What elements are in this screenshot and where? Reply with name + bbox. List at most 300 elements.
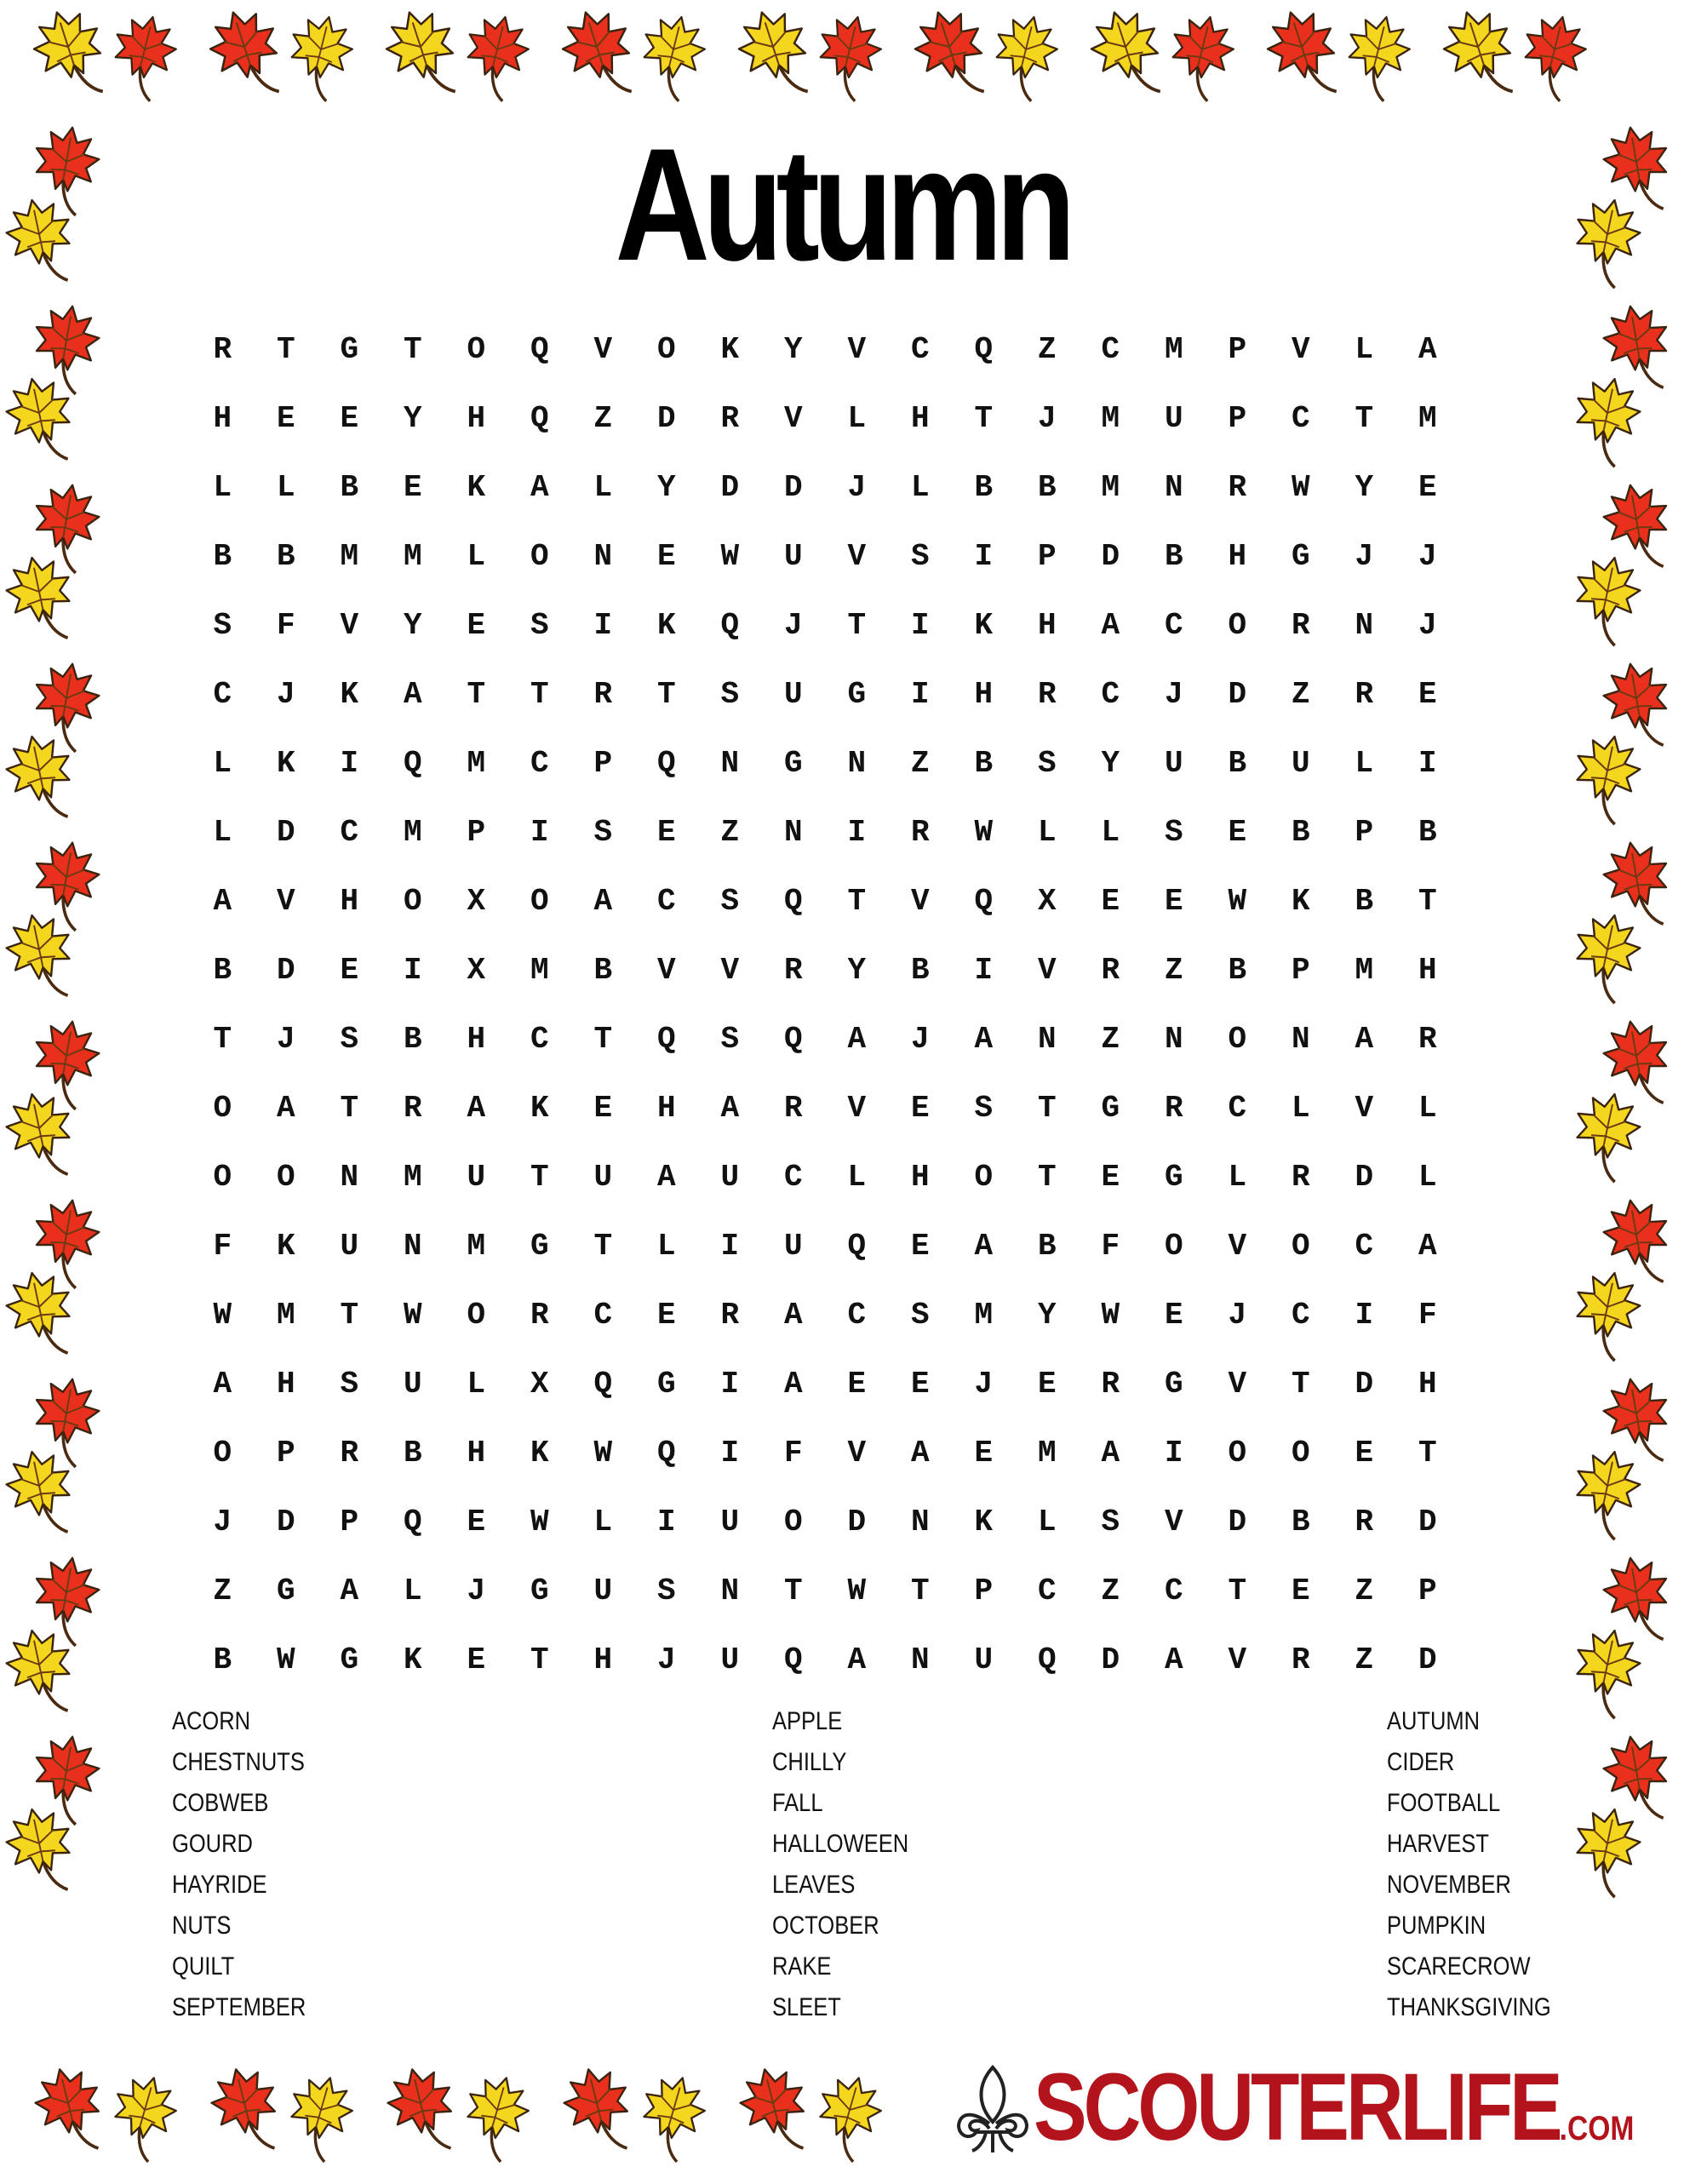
grid-letter[interactable]: B [974, 746, 994, 781]
grid-letter[interactable]: R [1037, 677, 1057, 712]
grid-letter[interactable]: U [720, 1642, 740, 1677]
grid-letter[interactable]: U [720, 1505, 740, 1539]
grid-letter[interactable]: R [1101, 1367, 1120, 1402]
grid-letter[interactable]: E [1355, 1436, 1374, 1470]
grid-letter[interactable]: H [213, 401, 232, 436]
grid-letter[interactable]: E [1037, 1367, 1057, 1402]
grid-letter[interactable]: H [1037, 608, 1057, 643]
grid-letter[interactable]: P [467, 815, 486, 850]
grid-letter[interactable]: I [1355, 1298, 1374, 1333]
grid-letter[interactable]: D [276, 953, 295, 988]
grid-letter[interactable]: U [1164, 401, 1183, 436]
grid-letter[interactable]: J [1228, 1298, 1247, 1333]
grid-letter[interactable]: K [340, 677, 359, 712]
grid-letter[interactable]: R [1355, 1505, 1374, 1539]
grid-letter[interactable]: J [1355, 539, 1374, 574]
grid-letter[interactable]: X [467, 953, 486, 988]
grid-letter[interactable]: N [783, 815, 803, 850]
grid-letter[interactable]: Q [783, 884, 803, 919]
grid-letter[interactable]: E [1164, 884, 1183, 919]
grid-letter[interactable]: B [213, 953, 232, 988]
grid-letter[interactable]: B [403, 1436, 422, 1470]
grid-letter[interactable]: J [467, 1574, 486, 1608]
grid-letter[interactable]: U [593, 1160, 613, 1195]
grid-letter[interactable]: H [1228, 539, 1247, 574]
grid-letter[interactable]: H [910, 1160, 930, 1195]
grid-letter[interactable]: E [974, 1436, 994, 1470]
grid-letter[interactable]: U [403, 1367, 422, 1402]
grid-letter[interactable]: R [213, 332, 232, 367]
grid-letter[interactable]: R [720, 401, 740, 436]
grid-letter[interactable]: A [403, 677, 422, 712]
grid-letter[interactable]: T [403, 332, 422, 367]
grid-letter[interactable]: K [403, 1642, 422, 1677]
grid-letter[interactable]: V [783, 401, 803, 436]
grid-letter[interactable]: J [213, 1505, 232, 1539]
grid-letter[interactable]: O [467, 1298, 486, 1333]
grid-letter[interactable]: B [1355, 884, 1374, 919]
grid-letter[interactable]: L [467, 539, 486, 574]
grid-letter[interactable]: E [340, 401, 359, 436]
grid-letter[interactable]: R [1291, 608, 1310, 643]
grid-letter[interactable]: E [593, 1091, 613, 1126]
grid-letter[interactable]: E [1101, 1160, 1120, 1195]
grid-letter[interactable]: V [593, 332, 613, 367]
grid-letter[interactable]: Y [847, 953, 867, 988]
grid-letter[interactable]: R [1418, 1022, 1437, 1057]
grid-letter[interactable]: V [910, 884, 930, 919]
grid-letter[interactable]: W [593, 1436, 613, 1470]
grid-letter[interactable]: Y [1355, 470, 1374, 505]
grid-letter[interactable]: E [910, 1091, 930, 1126]
grid-letter[interactable]: A [974, 1229, 994, 1264]
grid-letter[interactable]: J [1037, 401, 1057, 436]
grid-letter[interactable]: Z [1291, 677, 1310, 712]
grid-letter[interactable]: B [276, 539, 295, 574]
grid-letter[interactable]: A [847, 1022, 867, 1057]
grid-letter[interactable]: L [213, 746, 232, 781]
grid-letter[interactable]: A [1355, 1022, 1374, 1057]
grid-letter[interactable]: E [910, 1367, 930, 1402]
grid-letter[interactable]: V [1291, 332, 1310, 367]
grid-letter[interactable]: Q [783, 1642, 803, 1677]
grid-letter[interactable]: P [974, 1574, 994, 1608]
grid-letter[interactable]: M [530, 953, 549, 988]
grid-letter[interactable]: R [720, 1298, 740, 1333]
grid-letter[interactable]: O [213, 1160, 232, 1195]
grid-letter[interactable]: T [1037, 1160, 1057, 1195]
grid-letter[interactable]: E [467, 1642, 486, 1677]
grid-letter[interactable]: A [847, 1642, 867, 1677]
grid-letter[interactable]: D [720, 470, 740, 505]
grid-letter[interactable]: V [340, 608, 359, 643]
grid-letter[interactable]: V [847, 1091, 867, 1126]
grid-letter[interactable]: G [783, 746, 803, 781]
grid-letter[interactable]: P [1228, 332, 1247, 367]
grid-letter[interactable]: K [974, 608, 994, 643]
grid-letter[interactable]: A [1418, 1229, 1437, 1264]
grid-letter[interactable]: Z [1037, 332, 1057, 367]
grid-letter[interactable]: R [340, 1436, 359, 1470]
grid-letter[interactable]: K [1291, 884, 1310, 919]
grid-letter[interactable]: D [1101, 1642, 1120, 1677]
grid-letter[interactable]: B [1228, 746, 1247, 781]
grid-letter[interactable]: D [1418, 1505, 1437, 1539]
grid-letter[interactable]: J [1418, 539, 1437, 574]
grid-letter[interactable]: S [974, 1091, 994, 1126]
grid-letter[interactable]: I [720, 1367, 740, 1402]
grid-letter[interactable]: M [1037, 1436, 1057, 1470]
grid-letter[interactable]: D [1228, 1505, 1247, 1539]
grid-letter[interactable]: O [1291, 1229, 1310, 1264]
grid-letter[interactable]: C [1164, 1574, 1183, 1608]
grid-letter[interactable]: G [276, 1574, 295, 1608]
grid-letter[interactable]: I [847, 815, 867, 850]
grid-letter[interactable]: H [656, 1091, 676, 1126]
grid-letter[interactable]: S [213, 608, 232, 643]
grid-letter[interactable]: H [467, 1022, 486, 1057]
grid-letter[interactable]: N [1164, 470, 1183, 505]
grid-letter[interactable]: M [403, 1160, 422, 1195]
grid-letter[interactable]: K [467, 470, 486, 505]
grid-letter[interactable]: F [1101, 1229, 1120, 1264]
grid-letter[interactable]: D [1101, 539, 1120, 574]
grid-letter[interactable]: S [910, 539, 930, 574]
grid-letter[interactable]: D [1355, 1160, 1374, 1195]
grid-letter[interactable]: W [974, 815, 994, 850]
grid-letter[interactable]: B [1418, 815, 1437, 850]
grid-letter[interactable]: Q [530, 332, 549, 367]
grid-letter[interactable]: F [276, 608, 295, 643]
grid-letter[interactable]: D [783, 470, 803, 505]
grid-letter[interactable]: T [910, 1574, 930, 1608]
grid-letter[interactable]: G [847, 677, 867, 712]
grid-letter[interactable]: H [340, 884, 359, 919]
grid-letter[interactable]: K [276, 1229, 295, 1264]
grid-letter[interactable]: E [276, 401, 295, 436]
grid-letter[interactable]: V [656, 953, 676, 988]
grid-letter[interactable]: O [213, 1436, 232, 1470]
grid-letter[interactable]: V [276, 884, 295, 919]
grid-letter[interactable]: R [1291, 1642, 1310, 1677]
grid-letter[interactable]: U [783, 539, 803, 574]
grid-letter[interactable]: L [1418, 1160, 1437, 1195]
grid-letter[interactable]: T [783, 1574, 803, 1608]
grid-letter[interactable]: O [1228, 1436, 1247, 1470]
grid-letter[interactable]: L [1355, 332, 1374, 367]
grid-letter[interactable]: H [910, 401, 930, 436]
grid-letter[interactable]: R [1355, 677, 1374, 712]
grid-letter[interactable]: B [1291, 1505, 1310, 1539]
grid-letter[interactable]: I [974, 953, 994, 988]
grid-letter[interactable]: E [1418, 677, 1437, 712]
grid-letter[interactable]: Y [1037, 1298, 1057, 1333]
grid-letter[interactable]: I [910, 677, 930, 712]
grid-letter[interactable]: G [530, 1229, 549, 1264]
grid-letter[interactable]: F [213, 1229, 232, 1264]
grid-letter[interactable]: L [1037, 815, 1057, 850]
grid-letter[interactable]: Q [974, 332, 994, 367]
grid-letter[interactable]: W [1291, 470, 1310, 505]
grid-letter[interactable]: S [720, 1022, 740, 1057]
grid-letter[interactable]: I [656, 1505, 676, 1539]
grid-letter[interactable]: P [340, 1505, 359, 1539]
grid-letter[interactable]: S [720, 884, 740, 919]
grid-letter[interactable]: Z [1101, 1022, 1120, 1057]
grid-letter[interactable]: E [910, 1229, 930, 1264]
grid-letter[interactable]: T [1355, 401, 1374, 436]
grid-letter[interactable]: B [593, 953, 613, 988]
grid-letter[interactable]: O [276, 1160, 295, 1195]
grid-letter[interactable]: J [1418, 608, 1437, 643]
grid-letter[interactable]: T [1037, 1091, 1057, 1126]
grid-letter[interactable]: B [1228, 953, 1247, 988]
grid-letter[interactable]: I [974, 539, 994, 574]
grid-letter[interactable]: B [403, 1022, 422, 1057]
grid-letter[interactable]: V [1164, 1505, 1183, 1539]
grid-letter[interactable]: W [276, 1642, 295, 1677]
grid-letter[interactable]: I [1164, 1436, 1183, 1470]
grid-letter[interactable]: D [1418, 1642, 1437, 1677]
grid-letter[interactable]: D [1228, 677, 1247, 712]
grid-letter[interactable]: T [530, 677, 549, 712]
grid-letter[interactable]: P [1228, 401, 1247, 436]
grid-letter[interactable]: T [656, 677, 676, 712]
grid-letter[interactable]: U [1291, 746, 1310, 781]
grid-letter[interactable]: R [1291, 1160, 1310, 1195]
grid-letter[interactable]: Z [910, 746, 930, 781]
grid-letter[interactable]: S [593, 815, 613, 850]
grid-letter[interactable]: B [1164, 539, 1183, 574]
grid-letter[interactable]: N [720, 1574, 740, 1608]
grid-letter[interactable]: A [974, 1022, 994, 1057]
grid-letter[interactable]: D [276, 1505, 295, 1539]
grid-letter[interactable]: W [847, 1574, 867, 1608]
grid-letter[interactable]: O [974, 1160, 994, 1195]
grid-letter[interactable]: A [720, 1091, 740, 1126]
grid-letter[interactable]: S [1037, 746, 1057, 781]
grid-letter[interactable]: R [403, 1091, 422, 1126]
grid-letter[interactable]: K [656, 608, 676, 643]
grid-letter[interactable]: D [1355, 1367, 1374, 1402]
grid-letter[interactable]: G [1101, 1091, 1120, 1126]
grid-letter[interactable]: P [1355, 815, 1374, 850]
grid-letter[interactable]: U [593, 1574, 613, 1608]
grid-letter[interactable]: Z [720, 815, 740, 850]
grid-letter[interactable]: Q [656, 1436, 676, 1470]
grid-letter[interactable]: Z [213, 1574, 232, 1608]
grid-letter[interactable]: J [1164, 677, 1183, 712]
grid-letter[interactable]: A [593, 884, 613, 919]
grid-letter[interactable]: N [340, 1160, 359, 1195]
grid-letter[interactable]: B [340, 470, 359, 505]
grid-letter[interactable]: L [1418, 1091, 1437, 1126]
grid-letter[interactable]: T [1418, 1436, 1437, 1470]
grid-letter[interactable]: M [1101, 470, 1120, 505]
grid-letter[interactable]: S [340, 1367, 359, 1402]
grid-letter[interactable]: I [403, 953, 422, 988]
grid-letter[interactable]: C [1101, 332, 1120, 367]
grid-letter[interactable]: J [847, 470, 867, 505]
grid-letter[interactable]: T [1418, 884, 1437, 919]
grid-letter[interactable]: I [340, 746, 359, 781]
grid-letter[interactable]: M [276, 1298, 295, 1333]
grid-letter[interactable]: C [1291, 401, 1310, 436]
grid-letter[interactable]: L [1101, 815, 1120, 850]
grid-letter[interactable]: V [847, 332, 867, 367]
grid-letter[interactable]: R [910, 815, 930, 850]
grid-letter[interactable]: T [1291, 1367, 1310, 1402]
grid-letter[interactable]: M [467, 746, 486, 781]
grid-letter[interactable]: J [656, 1642, 676, 1677]
grid-letter[interactable]: O [1291, 1436, 1310, 1470]
grid-letter[interactable]: B [213, 539, 232, 574]
grid-letter[interactable]: E [340, 953, 359, 988]
grid-letter[interactable]: L [593, 470, 613, 505]
grid-letter[interactable]: G [530, 1574, 549, 1608]
grid-letter[interactable]: T [530, 1160, 549, 1195]
grid-letter[interactable]: M [1101, 401, 1120, 436]
grid-letter[interactable]: Q [530, 401, 549, 436]
grid-letter[interactable]: R [1101, 953, 1120, 988]
grid-letter[interactable]: U [340, 1229, 359, 1264]
grid-letter[interactable]: H [467, 401, 486, 436]
grid-letter[interactable]: K [276, 746, 295, 781]
grid-letter[interactable]: W [720, 539, 740, 574]
grid-letter[interactable]: M [1355, 953, 1374, 988]
grid-letter[interactable]: S [1164, 815, 1183, 850]
grid-letter[interactable]: N [1037, 1022, 1057, 1057]
grid-letter[interactable]: X [467, 884, 486, 919]
grid-letter[interactable]: E [403, 470, 422, 505]
grid-letter[interactable]: H [1418, 1367, 1437, 1402]
grid-letter[interactable]: N [1355, 608, 1374, 643]
grid-letter[interactable]: R [1228, 470, 1247, 505]
grid-letter[interactable]: T [847, 608, 867, 643]
grid-letter[interactable]: S [720, 677, 740, 712]
grid-letter[interactable]: T [593, 1022, 613, 1057]
grid-letter[interactable]: I [1418, 746, 1437, 781]
grid-letter[interactable]: K [974, 1505, 994, 1539]
grid-letter[interactable]: C [910, 332, 930, 367]
grid-letter[interactable]: Y [403, 401, 422, 436]
grid-letter[interactable]: T [276, 332, 295, 367]
grid-letter[interactable]: L [213, 470, 232, 505]
grid-letter[interactable]: P [276, 1436, 295, 1470]
grid-letter[interactable]: G [1164, 1367, 1183, 1402]
grid-letter[interactable]: R [593, 677, 613, 712]
grid-letter[interactable]: Q [847, 1229, 867, 1264]
grid-letter[interactable]: G [1164, 1160, 1183, 1195]
grid-letter[interactable]: H [974, 677, 994, 712]
grid-letter[interactable]: Q [783, 1022, 803, 1057]
grid-letter[interactable]: Y [783, 332, 803, 367]
grid-letter[interactable]: L [1291, 1091, 1310, 1126]
grid-letter[interactable]: C [340, 815, 359, 850]
grid-letter[interactable]: M [1164, 332, 1183, 367]
grid-letter[interactable]: S [910, 1298, 930, 1333]
grid-letter[interactable]: T [593, 1229, 613, 1264]
grid-letter[interactable]: F [1418, 1298, 1437, 1333]
grid-letter[interactable]: B [1037, 1229, 1057, 1264]
grid-letter[interactable]: X [1037, 884, 1057, 919]
grid-letter[interactable]: T [213, 1022, 232, 1057]
grid-letter[interactable]: H [1418, 953, 1437, 988]
grid-letter[interactable]: C [1355, 1229, 1374, 1264]
grid-letter[interactable]: L [1228, 1160, 1247, 1195]
grid-letter[interactable]: V [1228, 1642, 1247, 1677]
grid-letter[interactable]: A [1101, 608, 1120, 643]
grid-letter[interactable]: Q [403, 746, 422, 781]
grid-letter[interactable]: S [340, 1022, 359, 1057]
grid-letter[interactable]: J [276, 1022, 295, 1057]
grid-letter[interactable]: P [593, 746, 613, 781]
grid-letter[interactable]: N [847, 746, 867, 781]
grid-letter[interactable]: O [530, 539, 549, 574]
grid-letter[interactable]: O [1228, 1022, 1247, 1057]
grid-letter[interactable]: A [783, 1298, 803, 1333]
grid-letter[interactable]: J [910, 1022, 930, 1057]
grid-letter[interactable]: G [340, 332, 359, 367]
grid-letter[interactable]: F [783, 1436, 803, 1470]
grid-letter[interactable]: O [213, 1091, 232, 1126]
grid-letter[interactable]: E [1291, 1574, 1310, 1608]
grid-letter[interactable]: A [467, 1091, 486, 1126]
grid-letter[interactable]: L [656, 1229, 676, 1264]
grid-letter[interactable]: N [1291, 1022, 1310, 1057]
grid-letter[interactable]: Z [1355, 1574, 1374, 1608]
grid-letter[interactable]: Y [1101, 746, 1120, 781]
grid-letter[interactable]: G [1291, 539, 1310, 574]
grid-letter[interactable]: Z [1101, 1574, 1120, 1608]
grid-letter[interactable]: D [276, 815, 295, 850]
grid-letter[interactable]: O [656, 332, 676, 367]
grid-letter[interactable]: H [593, 1642, 613, 1677]
grid-letter[interactable]: J [783, 608, 803, 643]
grid-letter[interactable]: A [1418, 332, 1437, 367]
grid-letter[interactable]: K [720, 332, 740, 367]
grid-letter[interactable]: E [656, 539, 676, 574]
grid-letter[interactable]: N [910, 1505, 930, 1539]
grid-letter[interactable]: O [783, 1505, 803, 1539]
grid-letter[interactable]: C [1164, 608, 1183, 643]
grid-letter[interactable]: P [1418, 1574, 1437, 1608]
grid-letter[interactable]: N [910, 1642, 930, 1677]
grid-letter[interactable]: W [213, 1298, 232, 1333]
grid-letter[interactable]: R [530, 1298, 549, 1333]
grid-letter[interactable]: G [340, 1642, 359, 1677]
grid-letter[interactable]: Q [403, 1505, 422, 1539]
grid-letter[interactable]: T [530, 1642, 549, 1677]
grid-letter[interactable]: C [1101, 677, 1120, 712]
grid-letter[interactable]: V [720, 953, 740, 988]
grid-letter[interactable]: V [847, 1436, 867, 1470]
grid-letter[interactable]: V [1355, 1091, 1374, 1126]
grid-letter[interactable]: L [847, 401, 867, 436]
grid-letter[interactable]: C [530, 746, 549, 781]
grid-letter[interactable]: G [656, 1367, 676, 1402]
grid-letter[interactable]: Q [656, 746, 676, 781]
grid-letter[interactable]: W [1101, 1298, 1120, 1333]
grid-letter[interactable]: T [974, 401, 994, 436]
grid-letter[interactable]: Z [593, 401, 613, 436]
grid-letter[interactable]: I [593, 608, 613, 643]
grid-letter[interactable]: A [213, 884, 232, 919]
grid-letter[interactable]: A [783, 1367, 803, 1402]
grid-letter[interactable]: B [1291, 815, 1310, 850]
grid-letter[interactable]: B [1037, 470, 1057, 505]
grid-letter[interactable]: S [1101, 1505, 1120, 1539]
